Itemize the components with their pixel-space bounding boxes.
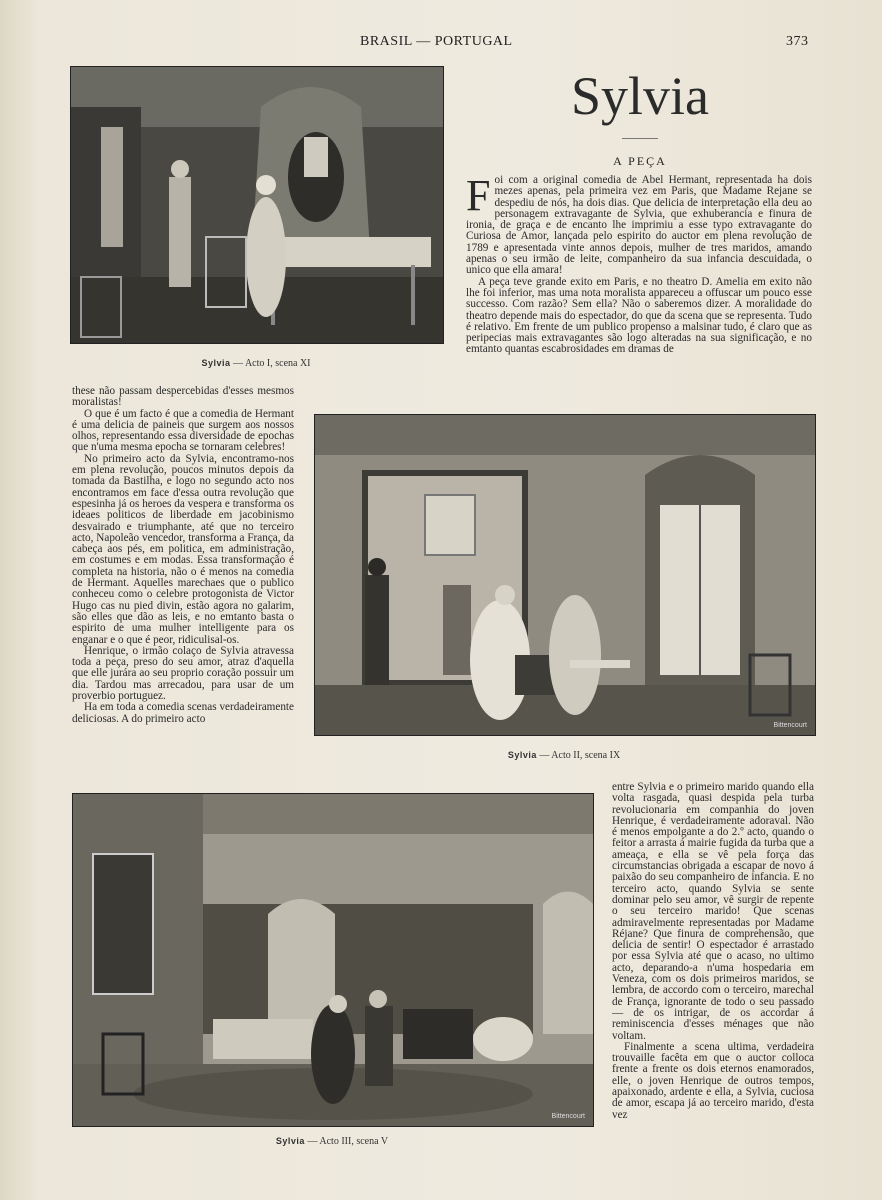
- caption-text: — Acto II, scena IX: [536, 750, 621, 761]
- intro-paragraph-2: A peça teve grande exito em Paris, e no theatro D. Amelia em exito não lhe foi inferior, mas uma nota moralista appareceu a offuscar um pouco esse successo. Com razão? Sem ella? Não o saberemos dizer. A moralidade do theatro depende mais do espectador, do que da scena que se representa. Tudo é relativo. Em frente de um publico propenso a malsinar tudo, é claro que as peripecias mais extravagantes são logo alteradas na sua significação, e no emtanto quantas escabrosidades em dramas de: [466, 275, 812, 356]
- paragraph: these não passam despercebidas d'esses mesmos moralistas!: [72, 386, 294, 409]
- left-column-text: [72, 386, 294, 778]
- page-number: 373: [786, 34, 809, 49]
- caption-act-2: [314, 750, 814, 761]
- section-heading: A PEÇA: [613, 154, 667, 168]
- paragraph: Ha em toda a comedia scenas verdadeiramente deliciosas. A do primeiro acto: [72, 701, 294, 725]
- drop-cap: F: [466, 175, 491, 220]
- article-title: Sylvia: [570, 66, 709, 126]
- paragraph: entre Sylvia e o primeiro marido quando ella volta rasgada, quasi despida pela turba revolucionaria em companhia do joven Henrique, é verdadeiramente adoraval. Não é menos empolgante a do 2.º acto, quando o feitor a arrasta á mairie fugida da turba que a ameaça, e ella se vê pela força das circumstancias obrigada a escapar de novo á paixão do seu companheiro de infancia. E no terceiro acto, quando Sylvia se sente dominar pelo seu amor, vê surgir de repente o seu terceiro marido! Que scenas admiravelmente representadas por Madame Réjane? Que finura de comprehensão, que delicia de sentir! O espectador é arrastado por essa Sylvia até que o acaso, no ultimo acto, deparando-a n'uma hospedaria em Veneza, com os dois primeiros maridos, se lembra, de accordo com o terceiro, marechal de França, ignorante de todo o seu passado — de os intrigar, de os accordar á reminiscencia d'esses ménages que não voltam.: [612, 782, 814, 1042]
- paragraph: No primeiro acto da Sylvia, encontramo-nos em plena revolução, poucos minutos depois da tomada da Bastilha, e logo no segundo acto nos encontramos em face d'essa outra revolução que espesinha já os heroes da vespera e transforma os ideaes politicos de liberdade em jacobinismo desvairado e triumphante, até que no terceiro acto, Napoleão vencedor, transforma a França, da cabeça aos pés, em politica, em administração, em costumes e em modas. Essa transformação é completa na historia, não o é menos na comedia de Hermant. Aquelles marechaes que o publico conheceu como o celebre protogonista de Victor Hugo cas nu pied divin, estão agora no galarim, são elles que dão as leis, e no emtanto basta o espirito de uma mulher intelligente para os enganar e o que é peor, ridiculisal-os.: [72, 452, 294, 646]
- caption-name: Sylvia: [201, 358, 231, 368]
- caption-text: — Acto III, scena V: [304, 1136, 389, 1147]
- caption-text: — Acto I, scena XI: [230, 358, 311, 369]
- photo-act-2: [314, 414, 816, 736]
- photographer-signature: Bittencourt: [551, 1113, 585, 1120]
- photographer-signature: Bittencourt: [773, 722, 807, 729]
- photo-act-3: [72, 793, 594, 1127]
- caption-name: Sylvia: [275, 1136, 305, 1146]
- caption-name: Sylvia: [507, 750, 537, 760]
- paragraph: Henrique, o irmão colaço de Sylvia atravessa toda a peça, preso do seu amor, atraz d'aquella que elle jurára ao seu proprio coração possuir um dia. Tardou mas arrecadou, para usar de um proverbio portuguez.: [72, 644, 294, 703]
- right-column-text: [612, 782, 814, 1154]
- caption-act-1: [70, 358, 442, 369]
- intro-text: [466, 175, 812, 387]
- photo-act-1: [70, 66, 444, 344]
- intro-paragraph-1: Foi com a original comedia de Abel Hermant, representada ha dois mezes apenas, pela primeira vez em Paris, que Madame Rejane se despediu de nós, ha dois dias. Que delicia de interpretação ella deu ao personagem extravagante de Sylvia, que exhuberancia e finura de ironia, de graça e de encanto lhe imprimiu a esse typo extravagante do Curiosa de Amor, lançada pelo espirito do auctor em plena revolução de 1789 e apresentada vinte annos depois, mulher de tres maridos, amando apenas o seu irmão de leite, companheiro da sua infancia descuidada, o unico que ella amara!: [466, 175, 812, 277]
- paragraph: O que é um facto é que a comedia de Hermant é uma delicia de paineis que surgem aos nossos olhos, representando essa diversidade de epochas que n'uma mesma epocha se tornaram celebres!: [72, 407, 294, 454]
- title-rule: [622, 138, 658, 139]
- running-title: BRASIL — PORTUGAL: [360, 34, 513, 49]
- caption-act-3: [72, 1136, 592, 1147]
- paragraph: Finalmente a scena ultima, verdadeira trouvaille facêta em que o auctor colloca frente a frente os dois eternos enamorados, elle, o joven Henrique de outros tempos, apaixonado, ardente e ella, a Sylvia, cuciosa de amor, escapa já ao terceiro marido, d'esta vez: [612, 1040, 814, 1121]
